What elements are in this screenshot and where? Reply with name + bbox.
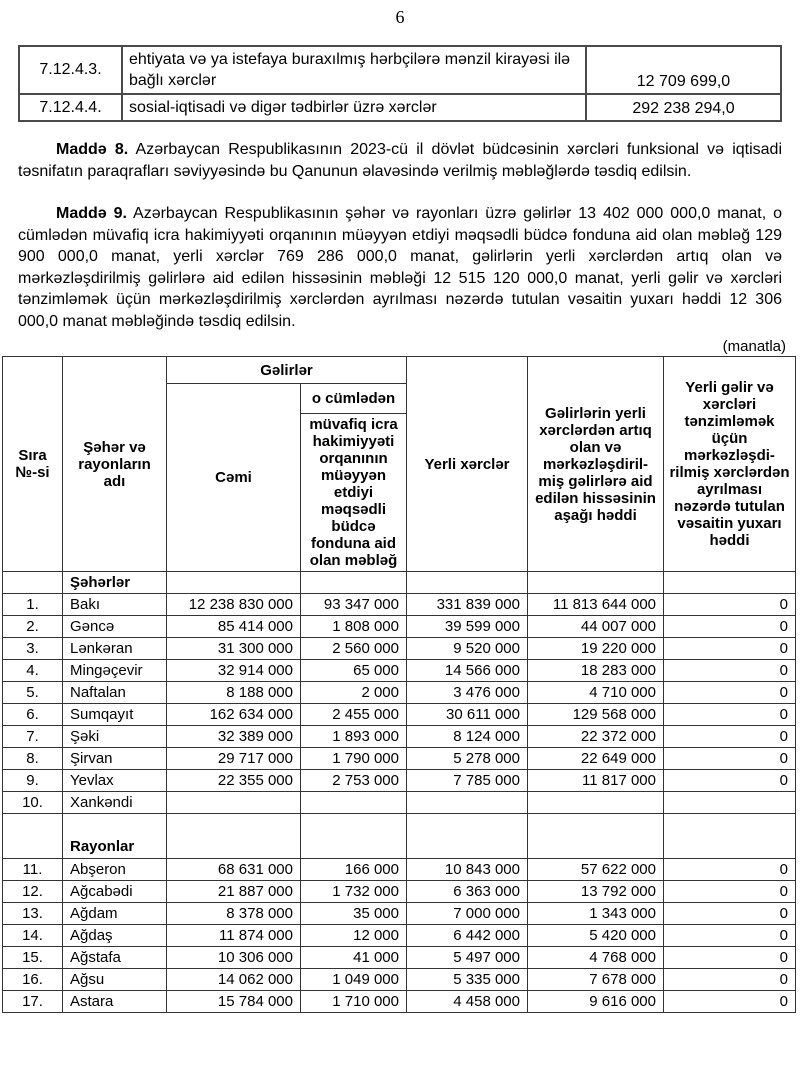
expenditure-items-table xyxy=(18,45,782,122)
cell-excess-lower-limit xyxy=(528,814,664,859)
cell-local-expenses: 5 278 000 xyxy=(407,748,528,770)
cell-targeted-fund: 2 753 000 xyxy=(301,770,407,792)
item-label: sosial-iqtisadi və digər tədbirlər üzrə xərclər xyxy=(122,94,586,121)
table-row xyxy=(3,792,796,814)
article-8-title: Maddə 8. xyxy=(56,141,129,158)
table-row xyxy=(3,925,796,947)
cell-city-name: Gəncə xyxy=(63,616,167,638)
cell-local-expenses: 6 363 000 xyxy=(407,881,528,903)
item-code: 7.12.4.4. xyxy=(19,94,122,121)
cell-city-name: Şəki xyxy=(63,726,167,748)
cell-row-number: 14. xyxy=(3,925,63,947)
cell-upper-limit: 0 xyxy=(664,770,796,792)
cell-excess-lower-limit: 129 568 000 xyxy=(528,704,664,726)
cell-targeted-fund: 1 790 000 xyxy=(301,748,407,770)
cell-targeted-fund xyxy=(301,814,407,859)
cell-upper-limit: 0 xyxy=(664,991,796,1013)
cell-row-number: 3. xyxy=(3,638,63,660)
cell-local-expenses: 10 843 000 xyxy=(407,859,528,881)
header-upper-limit: Yerli gəlir və xərcləri tənzimləmək üçün mərkəzləşdi-rilmiş xərclərdən ayrılması nəzərdə tutulan vəsaitin yuxarı həddi xyxy=(664,357,796,572)
table-row xyxy=(3,991,796,1013)
cell-targeted-fund: 1 732 000 xyxy=(301,881,407,903)
cell-targeted-fund: 65 000 xyxy=(301,660,407,682)
cell-local-expenses: 5 497 000 xyxy=(407,947,528,969)
cell-row-number: 16. xyxy=(3,969,63,991)
cell-row-number: 12. xyxy=(3,881,63,903)
cell-city-name: Ağstafa xyxy=(63,947,167,969)
cell-city-name: Mingəçevir xyxy=(63,660,167,682)
table-row xyxy=(3,638,796,660)
cell-row-number: 10. xyxy=(3,792,63,814)
cell-total-income: 21 887 000 xyxy=(167,881,301,903)
cell-city-name: Ağcabədi xyxy=(63,881,167,903)
cell-row-number: 17. xyxy=(3,991,63,1013)
table-row xyxy=(3,903,796,925)
cell-upper-limit: 0 xyxy=(664,969,796,991)
table-row xyxy=(3,594,796,616)
table-row xyxy=(3,881,796,903)
cell-row-number xyxy=(3,814,63,859)
cell-excess-lower-limit: 44 007 000 xyxy=(528,616,664,638)
cell-city-name: Bakı xyxy=(63,594,167,616)
cell-local-expenses: 9 520 000 xyxy=(407,638,528,660)
cell-targeted-fund: 41 000 xyxy=(301,947,407,969)
cell-total-income: 162 634 000 xyxy=(167,704,301,726)
cell-targeted-fund xyxy=(301,792,407,814)
table-row xyxy=(3,616,796,638)
cell-local-expenses xyxy=(407,572,528,594)
table-row xyxy=(3,859,796,881)
cell-upper-limit: 0 xyxy=(664,748,796,770)
cell-total-income xyxy=(167,814,301,859)
cell-upper-limit xyxy=(664,572,796,594)
section-row xyxy=(3,572,796,594)
header-city-name: Şəhər və rayonların adı xyxy=(63,357,167,572)
cell-city-name: Abşeron xyxy=(63,859,167,881)
cell-excess-lower-limit: 9 616 000 xyxy=(528,991,664,1013)
cell-upper-limit: 0 xyxy=(664,616,796,638)
cell-excess-lower-limit: 4 768 000 xyxy=(528,947,664,969)
cell-city-name: Ağdam xyxy=(63,903,167,925)
header-total: Cəmi xyxy=(167,384,301,572)
cell-row-number: 9. xyxy=(3,770,63,792)
cell-row-number: 8. xyxy=(3,748,63,770)
unit-note: (manatla) xyxy=(722,338,786,355)
cell-local-expenses: 14 566 000 xyxy=(407,660,528,682)
cell-total-income: 29 717 000 xyxy=(167,748,301,770)
cell-city-name: Şəhərlər xyxy=(63,572,167,594)
cell-total-income: 10 306 000 xyxy=(167,947,301,969)
cell-city-name: Sumqayıt xyxy=(63,704,167,726)
cell-upper-limit: 0 xyxy=(664,660,796,682)
cell-targeted-fund: 1 893 000 xyxy=(301,726,407,748)
cell-excess-lower-limit: 5 420 000 xyxy=(528,925,664,947)
cell-local-expenses: 4 458 000 xyxy=(407,991,528,1013)
cell-city-name: Rayonlar xyxy=(63,814,167,859)
cell-upper-limit: 0 xyxy=(664,704,796,726)
cell-local-expenses: 3 476 000 xyxy=(407,682,528,704)
cell-city-name: Astara xyxy=(63,991,167,1013)
table-row xyxy=(3,770,796,792)
cell-upper-limit: 0 xyxy=(664,682,796,704)
item-code: 7.12.4.3. xyxy=(19,46,122,94)
cell-excess-lower-limit: 19 220 000 xyxy=(528,638,664,660)
cell-targeted-fund: 12 000 xyxy=(301,925,407,947)
item-value: 12 709 699,0 xyxy=(586,46,781,94)
cell-local-expenses: 30 611 000 xyxy=(407,704,528,726)
cell-total-income: 68 631 000 xyxy=(167,859,301,881)
cell-upper-limit: 0 xyxy=(664,925,796,947)
cell-city-name: Naftalan xyxy=(63,682,167,704)
cell-local-expenses: 6 442 000 xyxy=(407,925,528,947)
cell-row-number: 15. xyxy=(3,947,63,969)
cell-row-number: 4. xyxy=(3,660,63,682)
table-row xyxy=(3,682,796,704)
cell-city-name: Ağdaş xyxy=(63,925,167,947)
cell-total-income: 14 062 000 xyxy=(167,969,301,991)
header-including: o cümlədən xyxy=(301,384,407,414)
page-number: 6 xyxy=(395,7,405,27)
cell-total-income: 32 914 000 xyxy=(167,660,301,682)
cell-excess-lower-limit: 18 283 000 xyxy=(528,660,664,682)
cell-total-income: 11 874 000 xyxy=(167,925,301,947)
cell-local-expenses xyxy=(407,814,528,859)
table-row xyxy=(3,704,796,726)
cell-excess-lower-limit: 1 343 000 xyxy=(528,903,664,925)
article-8 xyxy=(18,139,782,182)
cell-row-number xyxy=(3,572,63,594)
cell-row-number: 5. xyxy=(3,682,63,704)
header-row-number: Sıra №-si xyxy=(3,357,63,572)
cell-total-income: 12 238 830 000 xyxy=(167,594,301,616)
cell-row-number: 13. xyxy=(3,903,63,925)
cell-targeted-fund: 1 808 000 xyxy=(301,616,407,638)
header-incomes: Gəlirlər xyxy=(167,357,407,384)
cell-total-income: 22 355 000 xyxy=(167,770,301,792)
article-9-text: Azərbaycan Respublikasının şəhər və rayonları üzrə gəlirlər 13 402 000 000,0 manat, o cümlədən müvafiq icra hakimiyyəti orqanının müəyyən etdiyi məqsədli büdcə fonduna aid olan məbləğ 129 900 000,0 manat, yerli xərclər 769 286 000,0 manat, gəlirlərin yerli xərclərdən artıq olan və mərkəzləşdirilmiş gəlirlərə aid edilən hissəsinin məbləği 12 515 120 000,0 manat, yerli gəlir və xərcləri tənzimləmək üçün mərkəzləşdirilmiş xərclərdən ayrılması nəzərdə tutulan vəsaitin yuxarı həddi 12 306 000,0 manat məbləğində təsdiq edilsin. xyxy=(18,205,783,330)
cell-upper-limit xyxy=(664,792,796,814)
cell-local-expenses: 5 335 000 xyxy=(407,969,528,991)
city-district-budget-table xyxy=(2,356,796,1013)
cell-targeted-fund: 2 455 000 xyxy=(301,704,407,726)
cell-total-income xyxy=(167,572,301,594)
item-value: 292 238 294,0 xyxy=(586,94,781,121)
article-8-text: Azərbaycan Respublikasının 2023-cü il dövlət büdcəsinin xərcləri funksional və iqtisadi təsnifatın paraqrafları səviyyəsində bu Qanunun əlavəsində verilmiş məbləğlərdə təsdiq edilsin. xyxy=(18,141,783,180)
section-row xyxy=(3,814,796,859)
header-targeted-fund: müvafiq icra hakimiyyəti orqanının müəyyən etdiyi məqsədli büdcə fonduna aid olan məbləğ xyxy=(301,414,407,572)
cell-targeted-fund: 2 560 000 xyxy=(301,638,407,660)
cell-local-expenses: 39 599 000 xyxy=(407,616,528,638)
cell-total-income: 8 378 000 xyxy=(167,903,301,925)
expenditure-row xyxy=(19,94,781,121)
cell-upper-limit xyxy=(664,814,796,859)
cell-total-income: 85 414 000 xyxy=(167,616,301,638)
table-row xyxy=(3,748,796,770)
cell-targeted-fund: 2 000 xyxy=(301,682,407,704)
item-label: ehtiyata və ya istefaya buraxılmış hərbçilərə mənzil kirayəsi ilə bağlı xərclər xyxy=(122,46,586,94)
header-local-expenses: Yerli xərclər xyxy=(407,357,528,572)
cell-targeted-fund: 1 710 000 xyxy=(301,991,407,1013)
cell-city-name: Şirvan xyxy=(63,748,167,770)
cell-targeted-fund xyxy=(301,572,407,594)
cell-excess-lower-limit: 11 813 644 000 xyxy=(528,594,664,616)
cell-total-income: 32 389 000 xyxy=(167,726,301,748)
cell-excess-lower-limit: 11 817 000 xyxy=(528,770,664,792)
cell-excess-lower-limit: 13 792 000 xyxy=(528,881,664,903)
cell-total-income: 15 784 000 xyxy=(167,991,301,1013)
expenditure-row xyxy=(19,46,781,94)
cell-upper-limit: 0 xyxy=(664,638,796,660)
cell-city-name: Lənkəran xyxy=(63,638,167,660)
cell-excess-lower-limit: 22 649 000 xyxy=(528,748,664,770)
cell-upper-limit: 0 xyxy=(664,947,796,969)
cell-targeted-fund: 1 049 000 xyxy=(301,969,407,991)
cell-upper-limit: 0 xyxy=(664,726,796,748)
cell-local-expenses: 331 839 000 xyxy=(407,594,528,616)
cell-upper-limit: 0 xyxy=(664,881,796,903)
cell-local-expenses: 7 785 000 xyxy=(407,770,528,792)
cell-excess-lower-limit: 57 622 000 xyxy=(528,859,664,881)
cell-row-number: 7. xyxy=(3,726,63,748)
article-9 xyxy=(18,203,782,332)
cell-upper-limit: 0 xyxy=(664,594,796,616)
cell-excess-lower-limit: 22 372 000 xyxy=(528,726,664,748)
cell-excess-lower-limit xyxy=(528,792,664,814)
cell-excess-lower-limit: 4 710 000 xyxy=(528,682,664,704)
budget-table-header xyxy=(3,357,796,572)
table-row xyxy=(3,969,796,991)
article-9-title: Maddə 9. xyxy=(56,205,127,222)
header-excess-lower-limit: Gəlirlərin yerli xərclərdən artıq olan və mərkəzləşdiril-miş gəlirlərə aid edilən hissəsinin aşağı həddi xyxy=(528,357,664,572)
cell-upper-limit: 0 xyxy=(664,859,796,881)
cell-row-number: 11. xyxy=(3,859,63,881)
cell-total-income xyxy=(167,792,301,814)
cell-total-income: 8 188 000 xyxy=(167,682,301,704)
cell-targeted-fund: 166 000 xyxy=(301,859,407,881)
cell-local-expenses xyxy=(407,792,528,814)
table-row xyxy=(3,726,796,748)
cell-upper-limit: 0 xyxy=(664,903,796,925)
table-row xyxy=(3,660,796,682)
cell-targeted-fund: 93 347 000 xyxy=(301,594,407,616)
cell-targeted-fund: 35 000 xyxy=(301,903,407,925)
cell-local-expenses: 8 124 000 xyxy=(407,726,528,748)
cell-excess-lower-limit: 7 678 000 xyxy=(528,969,664,991)
cell-row-number: 6. xyxy=(3,704,63,726)
cell-row-number: 2. xyxy=(3,616,63,638)
table-row xyxy=(3,947,796,969)
cell-row-number: 1. xyxy=(3,594,63,616)
cell-city-name: Ağsu xyxy=(63,969,167,991)
cell-total-income: 31 300 000 xyxy=(167,638,301,660)
cell-local-expenses: 7 000 000 xyxy=(407,903,528,925)
cell-excess-lower-limit xyxy=(528,572,664,594)
cell-city-name: Yevlax xyxy=(63,770,167,792)
cell-city-name: Xankəndi xyxy=(63,792,167,814)
